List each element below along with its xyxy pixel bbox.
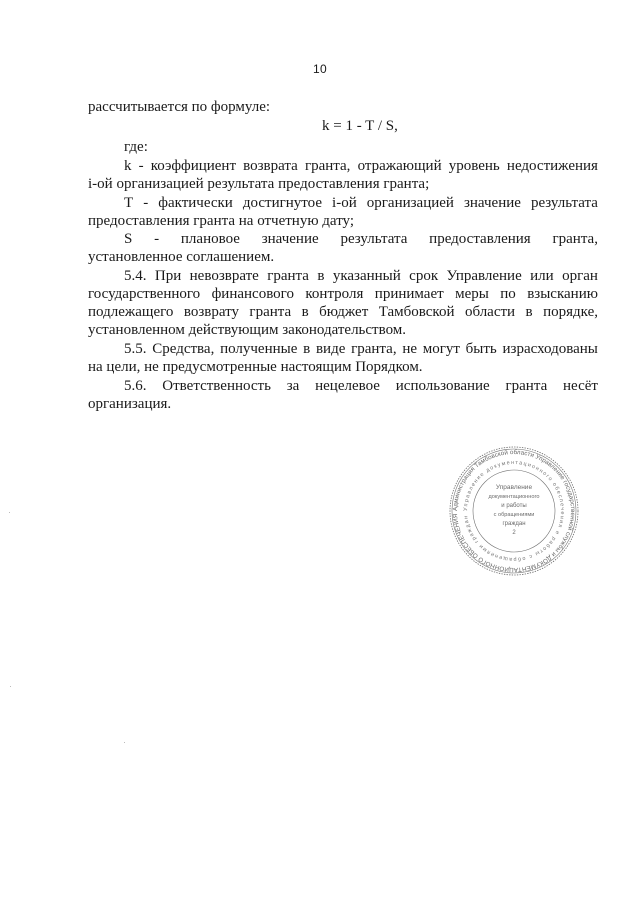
word: S <box>124 231 133 247</box>
word: Средства, <box>152 341 215 357</box>
word: Управление <box>446 268 522 284</box>
word: Ответственность <box>162 378 271 394</box>
p54-line-2 <box>88 285 598 303</box>
seal-center-line: 2 <box>512 530 516 536</box>
word: организацией <box>366 195 454 211</box>
where-label: где: <box>124 139 148 155</box>
word: коэффициент <box>150 158 237 174</box>
s-definition-line-2: установленное соглашением. <box>88 249 275 265</box>
word: предоставления <box>429 231 531 247</box>
word: взысканию <box>527 286 598 302</box>
word: - <box>138 158 144 174</box>
k-definition-line-1 <box>124 157 598 175</box>
word: контроля <box>305 286 364 302</box>
word: срок <box>409 268 439 284</box>
seal-inner-ring <box>473 470 555 552</box>
word: использование <box>395 378 490 394</box>
word: Т <box>124 195 134 211</box>
word: фактически <box>158 195 233 211</box>
word: в <box>317 268 325 284</box>
word: не <box>402 341 417 357</box>
p55-line-2: на цели, не предусмотренные настоящим Порядком. <box>88 359 423 375</box>
word: орган <box>562 268 598 284</box>
seal-center-line: с обращениями <box>493 512 535 518</box>
word: отражающий <box>357 158 442 174</box>
p56-line-2: организация. <box>88 396 172 412</box>
word: уровень <box>448 158 500 174</box>
word: или <box>530 268 554 284</box>
t-definition-line-1 <box>124 194 598 212</box>
seal-center-line: документационного <box>488 494 540 500</box>
word: значение <box>261 231 319 247</box>
word: указанный <box>332 268 401 284</box>
k-definition-line-2: i-ой организацией результата предоставления гранта; <box>88 176 430 192</box>
word: Тамбовской <box>378 304 455 320</box>
p54-line-4: установленном действующим законодательством. <box>88 322 407 338</box>
word: 5.4. <box>124 268 147 284</box>
word: - <box>154 231 160 247</box>
seal-center-line: Управление <box>495 484 533 491</box>
word: бюджет <box>319 304 369 320</box>
seal-center-line: граждан <box>502 521 526 527</box>
word: результата <box>340 231 408 247</box>
seal-outer-ring <box>450 447 578 575</box>
word: в <box>301 304 309 320</box>
intro-line: рассчитывается по формуле: <box>88 99 271 115</box>
word: финансового <box>211 286 294 302</box>
word: При <box>154 268 182 284</box>
word: возврата <box>243 158 298 174</box>
word: гранта, <box>351 341 397 357</box>
scan-speck <box>9 512 10 513</box>
p54-line-1 <box>124 267 598 285</box>
word: несёт <box>563 378 598 394</box>
formula: k = 1 - T / S, <box>322 118 398 134</box>
word: гранта <box>267 268 309 284</box>
p56-line-1 <box>124 377 598 395</box>
official-seal <box>448 445 580 577</box>
scan-speck <box>124 742 125 743</box>
word: полученные <box>220 341 298 357</box>
word: государственного <box>88 286 201 302</box>
word: k <box>124 158 132 174</box>
word: гранта <box>249 304 292 320</box>
page-number: 10 <box>313 62 327 76</box>
word: израсходованы <box>502 341 598 357</box>
scan-speck <box>10 686 11 687</box>
word: быть <box>465 341 497 357</box>
word: по <box>500 286 516 302</box>
word: меры <box>455 286 489 302</box>
word: достигнутое <box>242 195 322 211</box>
word: подлежащего <box>88 304 174 320</box>
word: - <box>143 195 149 211</box>
word: гранта <box>505 378 548 394</box>
word: принимает <box>374 286 444 302</box>
word: виде <box>315 341 346 357</box>
word: возврату <box>183 304 239 320</box>
word: 5.5. <box>124 341 147 357</box>
p55-line-1 <box>124 340 598 358</box>
t-definition-line-2: предоставления гранта на отчетную дату; <box>88 213 355 229</box>
word: i-ой <box>332 195 357 211</box>
seal-mid-text: Управление документационного обеспечения и работы с обращениями граждан <box>462 459 566 563</box>
word: невозврате <box>189 268 259 284</box>
word: в <box>525 304 533 320</box>
word: плановое <box>180 231 240 247</box>
word: могут <box>422 341 460 357</box>
word: за <box>286 378 300 394</box>
word: области <box>464 304 516 320</box>
word: гранта, <box>552 231 598 247</box>
seal-outer-text: Администрация Тамбовской области Управление государственной службы и ДОКУМЕНТАЦИОННОГО ОБЕСПЕЧЕНИЯ <box>451 448 577 574</box>
word: значение <box>463 195 521 211</box>
word: гранта, <box>304 158 351 174</box>
word: 5.6. <box>124 378 147 394</box>
word: нецелевое <box>315 378 380 394</box>
p54-line-3 <box>88 303 598 321</box>
s-definition-line-1 <box>124 230 598 248</box>
word: недостижения <box>506 158 598 174</box>
word: порядке, <box>543 304 598 320</box>
word: в <box>303 341 311 357</box>
word: результата <box>530 195 598 211</box>
seal-center-line: и работы <box>501 503 527 509</box>
